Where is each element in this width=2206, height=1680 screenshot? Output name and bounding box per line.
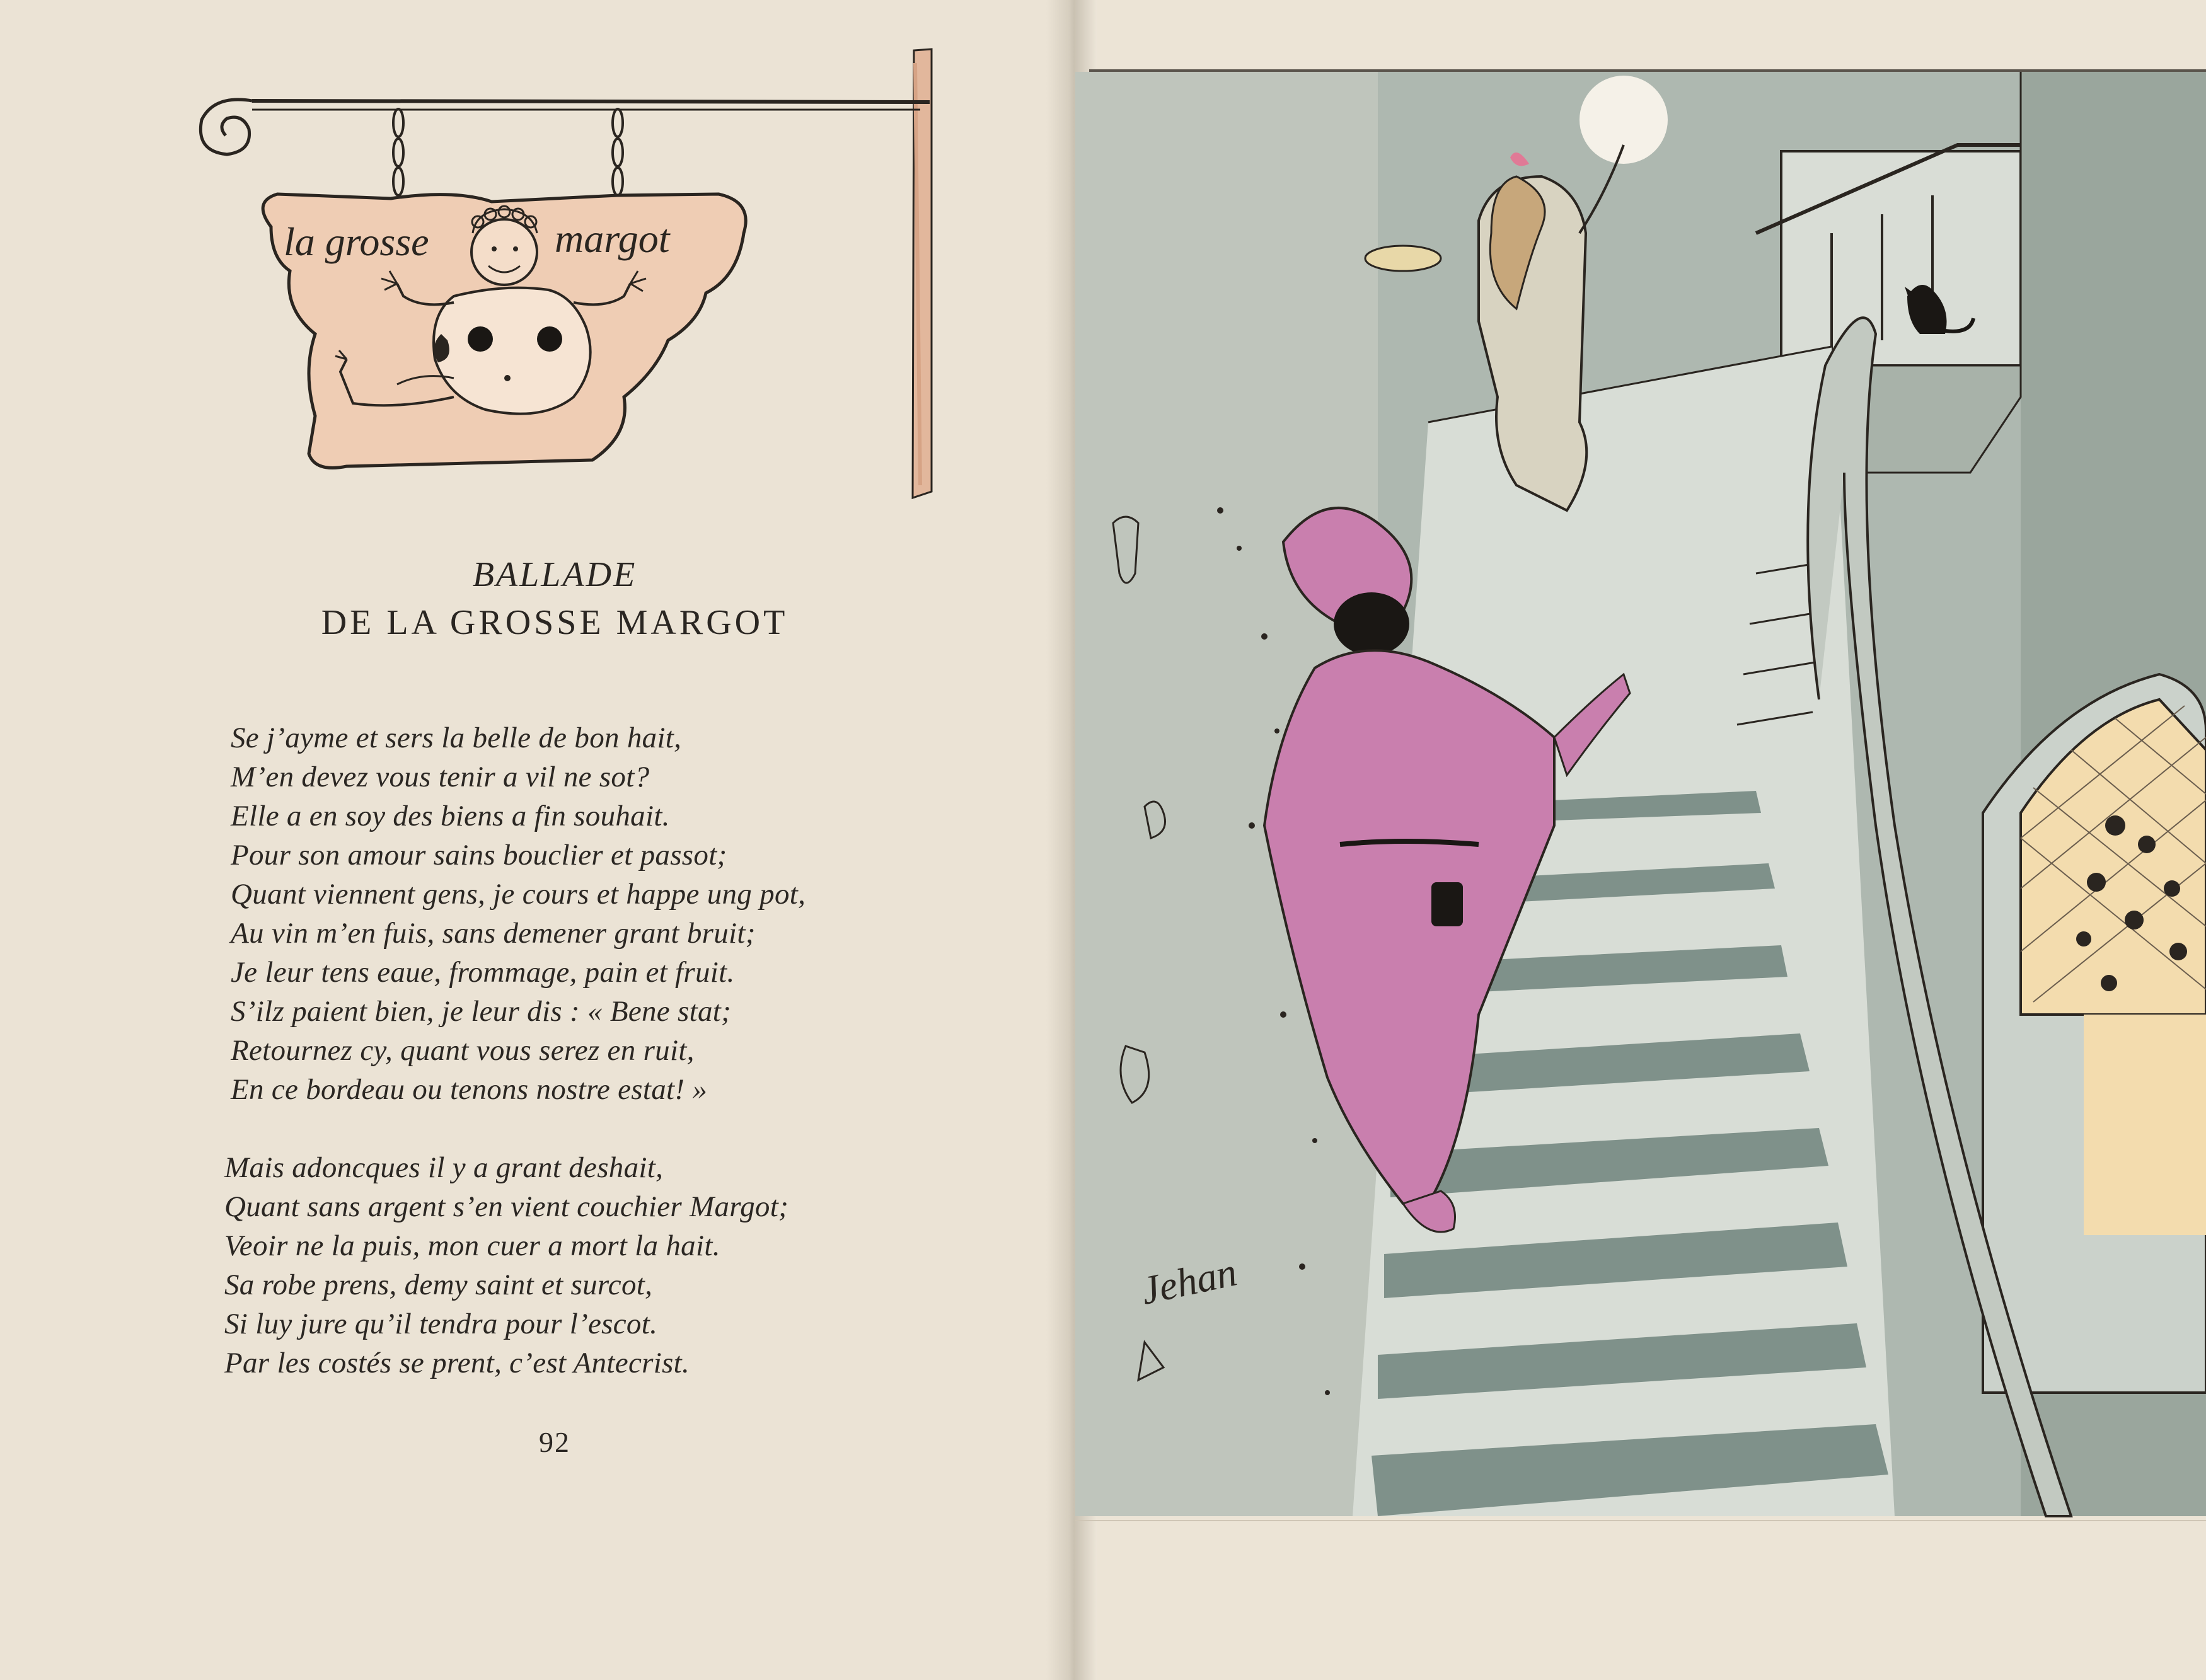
verse-line: Quant sans argent s’en vient couchier Margot;	[224, 1190, 789, 1223]
verse-line: Par les costés se prent, c’est Antecrist.	[224, 1347, 690, 1379]
tavern-sign-illustration	[189, 44, 971, 523]
verse-line: Quant viennent gens, je cours et happe ung pot,	[231, 878, 806, 911]
verse-line: Au vin m’en fuis, sans demener grant bruit;	[231, 917, 756, 950]
wall-graffiti-jehan: Jehan	[1137, 1249, 1241, 1313]
verse-line: En ce bordeau ou tenons nostre estat! »	[231, 1073, 708, 1106]
verse-line: Je leur tens eaue, frommage, pain et fruit.	[231, 956, 735, 989]
verse-line: Mais adoncques il y a grant deshait,	[224, 1151, 664, 1184]
page-number: 92	[539, 1426, 570, 1458]
verse-line: Se j’ayme et sers la belle de bon hait,	[231, 722, 682, 754]
verse-line: Sa robe prens, demy saint et surcot,	[224, 1269, 653, 1301]
page-bottom-edge	[1075, 1520, 2206, 1521]
verse-line: S’ilz paient bien, je leur dis : « Bene stat;	[231, 995, 732, 1028]
verse-line: Elle a en soy des biens a fin souhait.	[231, 800, 670, 832]
sign-text-left: la grosse	[284, 219, 429, 264]
title-line-ballade: BALLADE	[472, 555, 637, 594]
verse-line: Veoir ne la puis, mon cuer a mort la hait.	[224, 1229, 720, 1262]
staircase-illustration	[1075, 69, 2206, 1519]
stanza-2	[224, 1148, 987, 1383]
verse-line: Retournez cy, quant vous serez en ruit,	[231, 1034, 695, 1067]
verse-line: Si luy jure qu’il tendra pour l’escot.	[224, 1308, 658, 1340]
verse-line: M’en devez vous tenir a vil ne sot?	[231, 761, 650, 793]
poem-title	[0, 555, 1109, 643]
sign-text-right: margot	[555, 216, 670, 261]
poem-body	[224, 718, 987, 1422]
verse-line: Pour son amour sains bouclier et passot;	[231, 839, 727, 872]
stanza-1	[231, 718, 987, 1109]
title-line-subtitle: DE LA GROSSE MARGOT	[321, 603, 788, 642]
